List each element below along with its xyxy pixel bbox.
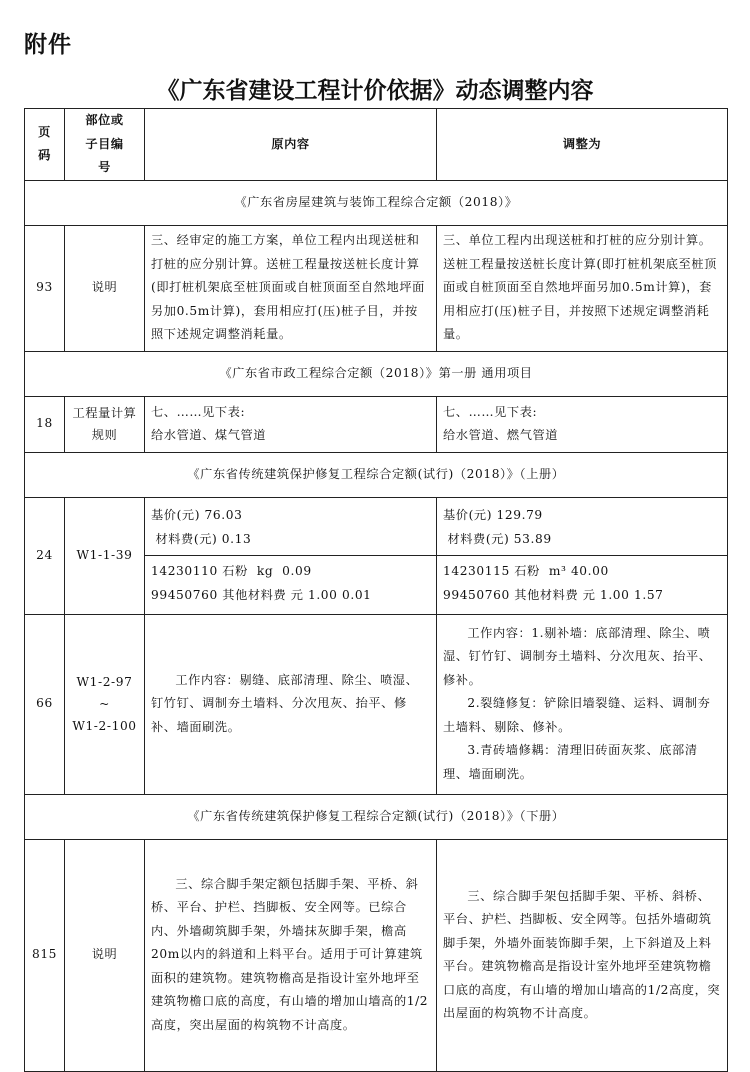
document-title: 《广东省建设工程计价依据》动态调整内容 bbox=[156, 78, 594, 104]
table-row bbox=[25, 396, 728, 452]
header-part: 部位或子目编号 bbox=[65, 109, 145, 181]
header-original: 原内容 bbox=[145, 109, 437, 181]
original-material-block bbox=[145, 556, 436, 609]
adjusted-line: 基价(元) 129.79 bbox=[443, 508, 543, 522]
section-title: 《广东省市政工程综合定额（2018）》第一册 通用项目 bbox=[25, 351, 728, 396]
adjusted-line: 14230115 石粉 m³ 40.00 bbox=[443, 564, 609, 578]
table-row bbox=[25, 839, 728, 1071]
adjusted-material-block bbox=[437, 556, 727, 609]
original-price-block bbox=[145, 502, 436, 556]
original-line: 材料费(元) 0.13 bbox=[151, 531, 252, 546]
section-title-row bbox=[25, 794, 728, 839]
header-page: 页码 bbox=[25, 109, 65, 181]
page-number: 66 bbox=[25, 614, 65, 794]
original-line: 给水管道、煤气管道 bbox=[151, 428, 267, 442]
section-title-row bbox=[25, 180, 728, 225]
table-header-row bbox=[25, 109, 728, 181]
adjusted-content bbox=[437, 614, 728, 794]
section-title: 《广东省传统建筑保护修复工程综合定额(试行)（2018）》（上册） bbox=[25, 452, 728, 497]
part-code-line: W1-2-100 bbox=[72, 719, 137, 733]
page-number: 815 bbox=[25, 839, 65, 1071]
part-code: 说明 bbox=[65, 225, 145, 351]
section-title-row bbox=[25, 351, 728, 396]
original-content: 工作内容：剔缝、底部清理、除尘、喷湿、钉竹钉、调制夯土墙料、分次甩灰、抬平、修补、墙面刷洗。 bbox=[145, 614, 437, 794]
original-line: 七、……见下表: bbox=[151, 404, 246, 419]
part-code bbox=[65, 614, 145, 794]
adjusted-content bbox=[437, 497, 728, 614]
attachment-label: 附件 bbox=[24, 32, 72, 58]
table-row bbox=[25, 497, 728, 614]
adjusted-price-block bbox=[437, 502, 727, 556]
page-number: 93 bbox=[25, 225, 65, 351]
adjusted-line: 七、……见下表: bbox=[443, 404, 538, 419]
original-content bbox=[145, 497, 437, 614]
part-code: 工程量计算规则 bbox=[65, 396, 145, 452]
adjusted-content: 三、单位工程内出现送桩和打桩的应分别计算。送桩工程量按送桩长度计算(即打桩机架底至桩顶面或自桩顶面至自然地坪面另加0.5m计算)，套用相应打(压)桩子目，并按照下述规定调整消耗量。 bbox=[437, 225, 728, 351]
table-row bbox=[25, 225, 728, 351]
original-line: 14230110 石粉 kg 0.09 bbox=[151, 564, 312, 578]
adjusted-content bbox=[437, 396, 728, 452]
adjusted-line: 材料费(元) 53.89 bbox=[443, 531, 552, 546]
adjusted-line: 99450760 其他材料费 元 1.00 1.57 bbox=[443, 587, 664, 602]
original-line: 99450760 其他材料费 元 1.00 0.01 bbox=[151, 587, 372, 602]
section-title: 《广东省传统建筑保护修复工程综合定额(试行)（2018）》（下册） bbox=[25, 794, 728, 839]
part-code-line: ~ bbox=[99, 697, 110, 711]
original-content: 三、经审定的施工方案，单位工程内出现送桩和打桩的应分别计算。送桩工程量按送桩长度计算(即打桩机架底至桩顶面或自桩顶面至自然地坪面另加0.5m计算)，套用相应打(压)桩子目，并按照下述规定调整消耗量。 bbox=[145, 225, 437, 351]
adjusted-content: 三、综合脚手架包括脚手架、平桥、斜桥、平台、护栏、挡脚板、安全网等。包括外墙砌筑脚手架，外墙外面装饰脚手架，上下斜道及上料平台。建筑物檐高是指设计室外地坪至建筑物檐口底的高度，有山墙的增加山墙高的1/2高度，突出屋面的构筑物不计高度。 bbox=[437, 839, 728, 1071]
adjusted-item: 2.裂缝修复：铲除旧墙裂缝、运料、调制夯土墙料、剔除、修补。 bbox=[443, 696, 711, 734]
page-number: 18 bbox=[25, 396, 65, 452]
adjustment-table bbox=[24, 108, 728, 1072]
adjusted-line: 给水管道、燃气管道 bbox=[443, 428, 559, 442]
section-title: 《广东省房屋建筑与装饰工程综合定额（2018）》 bbox=[25, 180, 728, 225]
section-title-row bbox=[25, 452, 728, 497]
part-code-line: W1-2-97 bbox=[76, 675, 133, 689]
part-code: W1-1-39 bbox=[65, 497, 145, 614]
header-adjusted: 调整为 bbox=[437, 109, 728, 181]
original-content bbox=[145, 396, 437, 452]
adjusted-item: 3.青砖墙修耦：清理旧砖面灰浆、底部清理、墙面刷洗。 bbox=[443, 743, 698, 781]
original-line: 基价(元) 76.03 bbox=[151, 508, 243, 522]
page-number: 24 bbox=[25, 497, 65, 614]
adjusted-item: 工作内容：1.剔补墙：底部清理、除尘、喷湿、钉竹钉、调制夯土墙料、分次甩灰、抬平、修补。 bbox=[443, 625, 712, 687]
table-row bbox=[25, 614, 728, 794]
part-code: 说明 bbox=[65, 839, 145, 1071]
original-content: 三、综合脚手架定额包括脚手架、平桥、斜桥、平台、护栏、挡脚板、安全网等。已综合内、外墙砌筑脚手架，外墙抹灰脚手架，檐高20m以内的斜道和上料平台。适用于可计算建筑面积的建筑物。建筑物檐高是指设计室外地坪至建筑物檐口底的高度，有山墙的增加山墙高的1/2高度，突出屋面的构筑物不计高度。 bbox=[145, 839, 437, 1071]
